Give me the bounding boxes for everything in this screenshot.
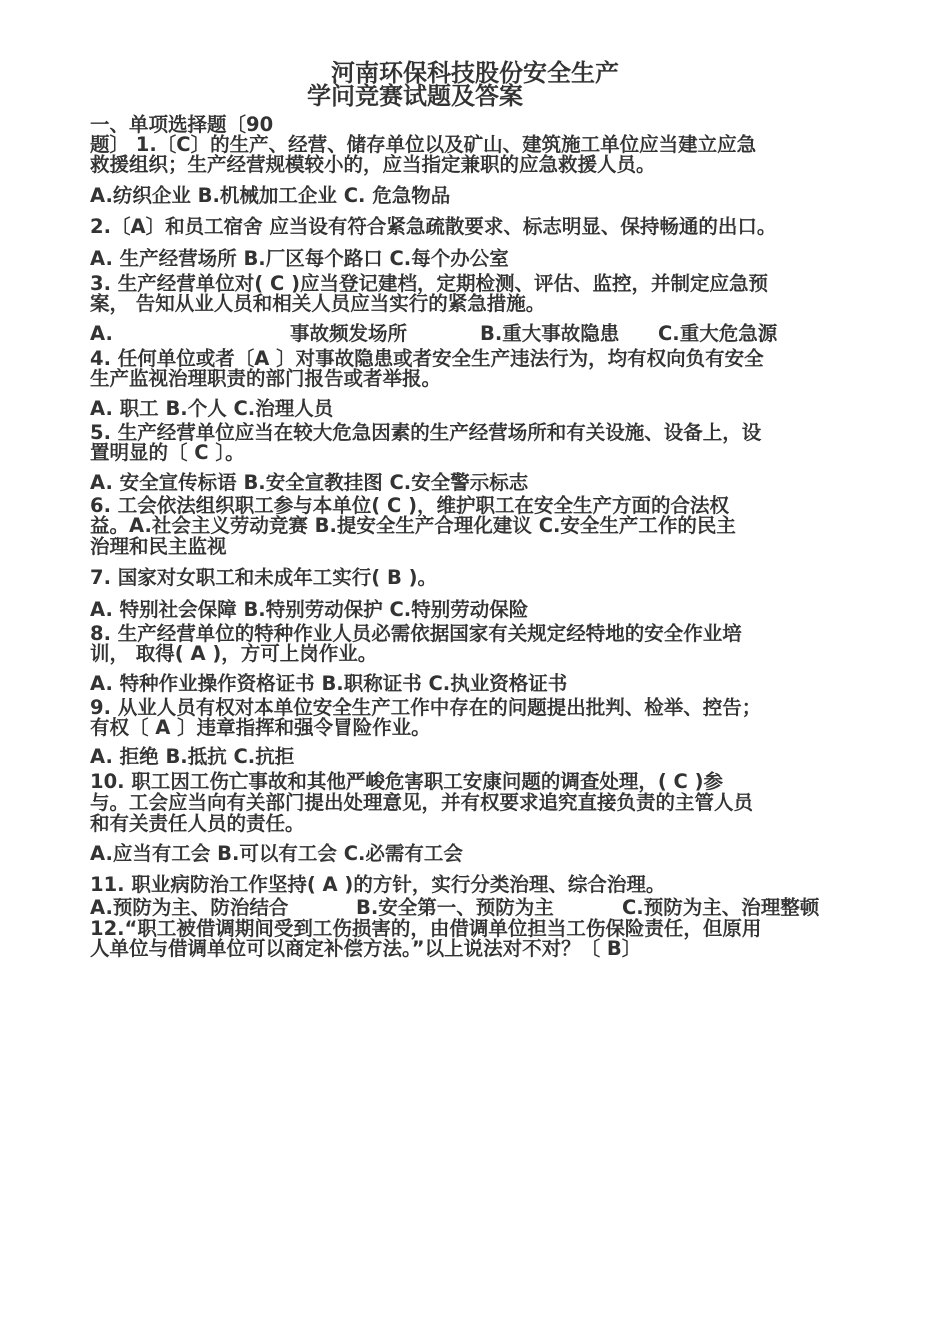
question-3-option-a: 事故频发场所 (290, 322, 408, 345)
question-8-options: A. 特种作业操作资格证书 B.职称证书 C.执业资格证书 (90, 672, 568, 695)
question-4-line-2: 生产监视治理职责的部门报告或者举报。 (90, 367, 442, 390)
question-6-line-2: 益。A.社会主义劳动竞赛 B.提安全生产合理化建议 C.安全生产工作的民主 (90, 514, 736, 537)
section-heading: 一、单项选择题〔90 (90, 113, 274, 136)
question-7-options: A. 特别社会保障 B.特别劳动保护 C.特别劳动保险 (90, 598, 529, 621)
question-8-line-2: 训， 取得( A )，方可上岗作业。 (90, 642, 378, 665)
question-4-line-1: 4. 任何单位或者〔A 〕对事故隐患或者安全生产违法行为，均有权向负有安全 (90, 347, 764, 370)
question-10-line-2: 与。工会应当向有关部门提出处理意见，并有权要求追究直接负责的主管人员 (90, 791, 754, 814)
question-11-line-1: 11. 职业病防治工作坚持( A )的方针，实行分类治理、综合治理。 (90, 873, 666, 896)
question-2-line-1: 2.〔A〕和员工宿舍 应当设有符合紧急疏散要求、标志明显、保持畅通的出口。 (90, 215, 777, 238)
question-8-line-1: 8. 生产经营单位的特种作业人员必需依据国家有关规定经特地的安全作业培 (90, 622, 742, 645)
question-9-line-1: 9. 从业人员有权对本单位安全生产工作中存在的问题提出批判、检举、控告； (90, 696, 762, 719)
question-1-line-1: 题〕 1.〔C〕的生产、经营、储存单位以及矿山、建筑施工单位应当建立应急 (90, 133, 757, 156)
document-title-line-1: 河南环保科技股份安全生产 (331, 59, 619, 87)
question-10-line-1: 10. 职工因工伤亡事故和其他严峻危害职工安康问题的调查处理，( C )参 (90, 770, 724, 793)
question-9-line-2: 有权〔 A 〕违章指挥和强令冒险作业。 (90, 716, 431, 739)
question-3-line-2: 案， 告知从业人员和相关人员应当实行的紧急措施。 (90, 292, 546, 315)
question-3-option-c: C.重大危急源 (658, 322, 778, 345)
question-6-line-1: 6. 工会依法组织职工参与本单位( C )，维护职工在安全生产方面的合法权 (90, 494, 729, 517)
document-title-line-2: 学问竞赛试题及答案 (307, 82, 523, 110)
question-9-options: A. 拒绝 B.抵抗 C.抗拒 (90, 745, 295, 768)
question-11-option-b: B.安全第一、预防为主 (356, 896, 554, 919)
question-1-options: A.纺织企业 B.机械加工企业 C. 危急物品 (90, 184, 451, 207)
question-2-options: A. 生产经营场所 B.厂区每个路口 C.每个办公室 (90, 247, 509, 270)
question-12-line-2: 人单位与借调单位可以商定补偿方法。”以上说法对不对？〔 B〕 (90, 937, 642, 960)
question-3-option-b: B.重大事故隐患 (480, 322, 620, 345)
question-4-options: A. 职工 B.个人 C.治理人员 (90, 397, 334, 420)
question-7-line-1: 7. 国家对女职工和未成年工实行( B )。 (90, 566, 438, 589)
question-3-option-a-label: A. (90, 322, 113, 345)
question-11-option-a: A.预防为主、防治结合 (90, 896, 289, 919)
question-3-line-1: 3. 生产经营单位对( C )应当登记建档，定期检测、评估、监控，并制定应急预 (90, 272, 768, 295)
question-5-line-2: 置明显的〔 C 〕。 (90, 441, 245, 464)
question-5-options: A. 安全宣传标语 B.安全宣教挂图 C.安全警示标志 (90, 471, 529, 494)
question-6-line-3: 治理和民主监视 (90, 535, 227, 558)
question-12-line-1: 12.“职工被借调期间受到工伤损害的，由借调单位担当工伤保险责任，但原用 (90, 917, 762, 940)
question-1-line-2: 救援组织；生产经营规模较小的，应当指定兼职的应急救援人员。 (90, 153, 656, 176)
question-5-line-1: 5. 生产经营单位应当在较大危急因素的生产经营场所和有关设施、设备上，设 (90, 421, 762, 444)
question-10-line-3: 和有关责任人员的责任。 (90, 812, 305, 835)
question-10-options: A.应当有工会 B.可以有工会 C.必需有工会 (90, 842, 463, 865)
question-11-option-c: C.预防为主、治理整顿 (622, 896, 820, 919)
